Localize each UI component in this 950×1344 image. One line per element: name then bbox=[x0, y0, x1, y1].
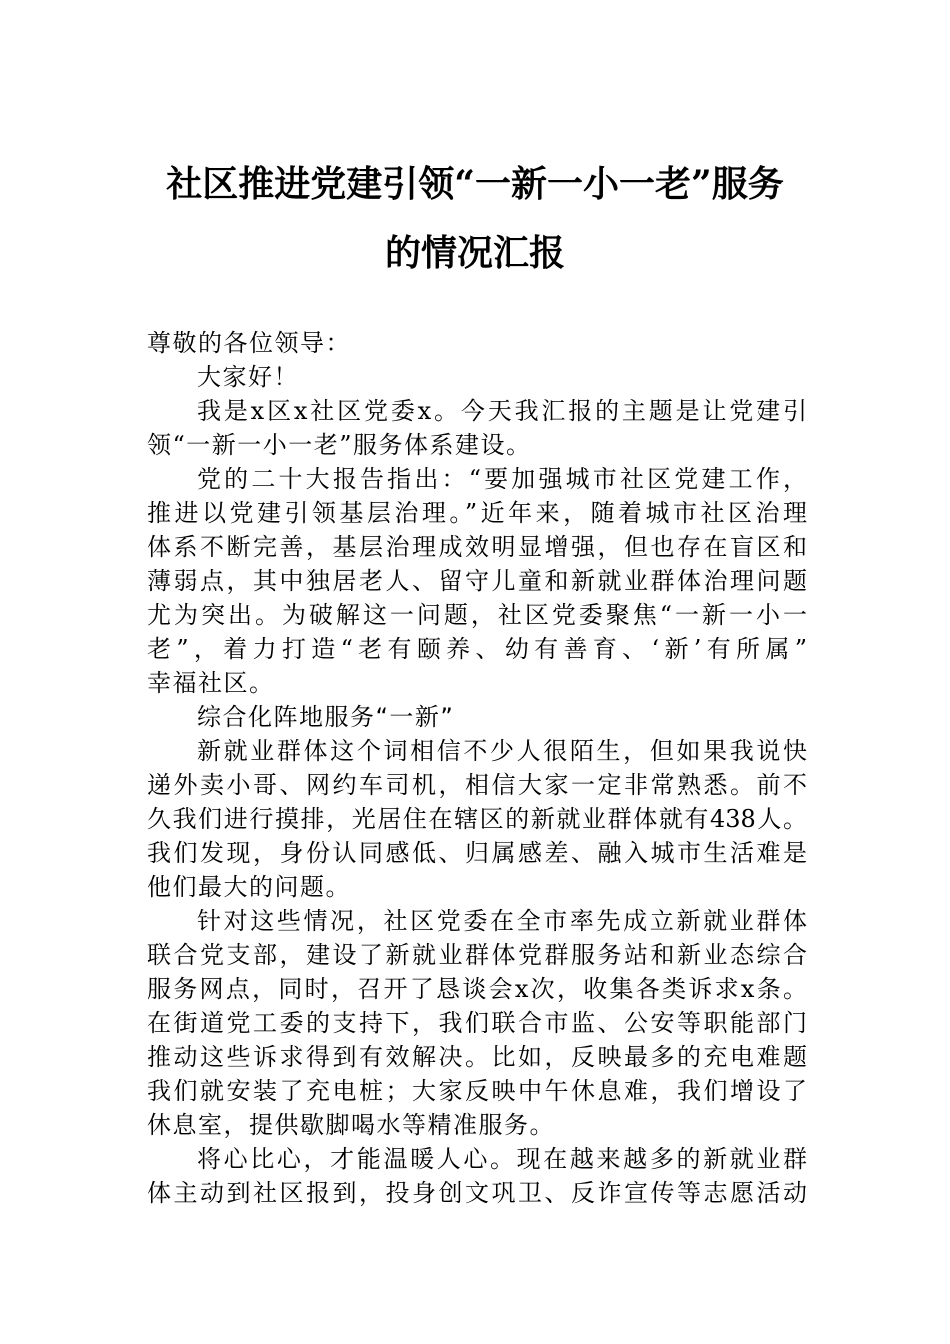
section-heading: 综合化阵地服务“一新” bbox=[197, 703, 455, 731]
paragraph-line: 我是x区x社区党委x。今天我汇报的主题是让党建引 bbox=[197, 397, 807, 425]
paragraph-line: 体系不断完善，基层治理成效明显增强，但也存在盲区和 bbox=[147, 533, 807, 561]
greeting: 大家好！ bbox=[197, 363, 299, 391]
paragraph-line: 推动这些诉求得到有效解决。比如，反映最多的充电难题 bbox=[147, 1043, 807, 1071]
paragraph-line: 尤为突出。为破解这一问题，社区党委聚焦“一新一小一 bbox=[147, 601, 807, 629]
paragraph-line: 针对这些情况，社区党委在全市率先成立新就业群体 bbox=[197, 907, 807, 935]
paragraph-line: 我们就安装了充电桩；大家反映中午休息难，我们增设了 bbox=[147, 1077, 807, 1105]
paragraph-line: 久我们进行摸排，光居住在辖区的新就业群体就有438人。 bbox=[147, 805, 807, 833]
document-body bbox=[147, 326, 807, 1210]
paragraph-line: 幸福社区。 bbox=[147, 669, 275, 697]
paragraph-line: 休息室，提供歇脚喝水等精准服务。 bbox=[147, 1111, 555, 1139]
paragraph-line: 推进以党建引领基层治理。”近年来，随着城市社区治理 bbox=[147, 499, 807, 527]
paragraph-line: 在街道党工委的支持下，我们联合市监、公安等职能部门 bbox=[147, 1009, 807, 1037]
paragraph-line: 我们发现，身份认同感低、归属感差、融入城市生活难是 bbox=[147, 839, 807, 867]
paragraph-line: 体主动到社区报到，投身创文巩卫、反诈宣传等志愿活动 bbox=[147, 1179, 807, 1207]
paragraph-line: 新就业群体这个词相信不少人很陌生，但如果我说快 bbox=[197, 737, 807, 765]
paragraph-line: 递外卖小哥、网约车司机，相信大家一定非常熟悉。前不 bbox=[147, 771, 807, 799]
paragraph-line: 将心比心，才能温暖人心。现在越来越多的新就业群 bbox=[197, 1145, 807, 1173]
paragraph-line: 他们最大的问题。 bbox=[147, 873, 351, 901]
paragraph-line: 党的二十大报告指出：“要加强城市社区党建工作， bbox=[197, 465, 807, 493]
paragraph-line: 薄弱点，其中独居老人、留守儿童和新就业群体治理问题 bbox=[147, 567, 807, 595]
paragraph-line: 老”，着力打造“老有颐养、幼有善育、‘新’有所属” bbox=[147, 635, 807, 663]
salutation: 尊敬的各位领导： bbox=[147, 329, 351, 357]
document-title-line-2: 的情况汇报 bbox=[384, 232, 565, 274]
paragraph-line: 服务网点，同时，召开了恳谈会x次，收集各类诉求x条。 bbox=[147, 975, 807, 1003]
paragraph-line: 领“一新一小一老”服务体系建设。 bbox=[147, 431, 532, 459]
document-title-line-1: 社区推进党建引领“一新一小一老”服务 bbox=[166, 163, 784, 205]
paragraph-line: 联合党支部，建设了新就业群体党群服务站和新业态综合 bbox=[147, 941, 807, 969]
